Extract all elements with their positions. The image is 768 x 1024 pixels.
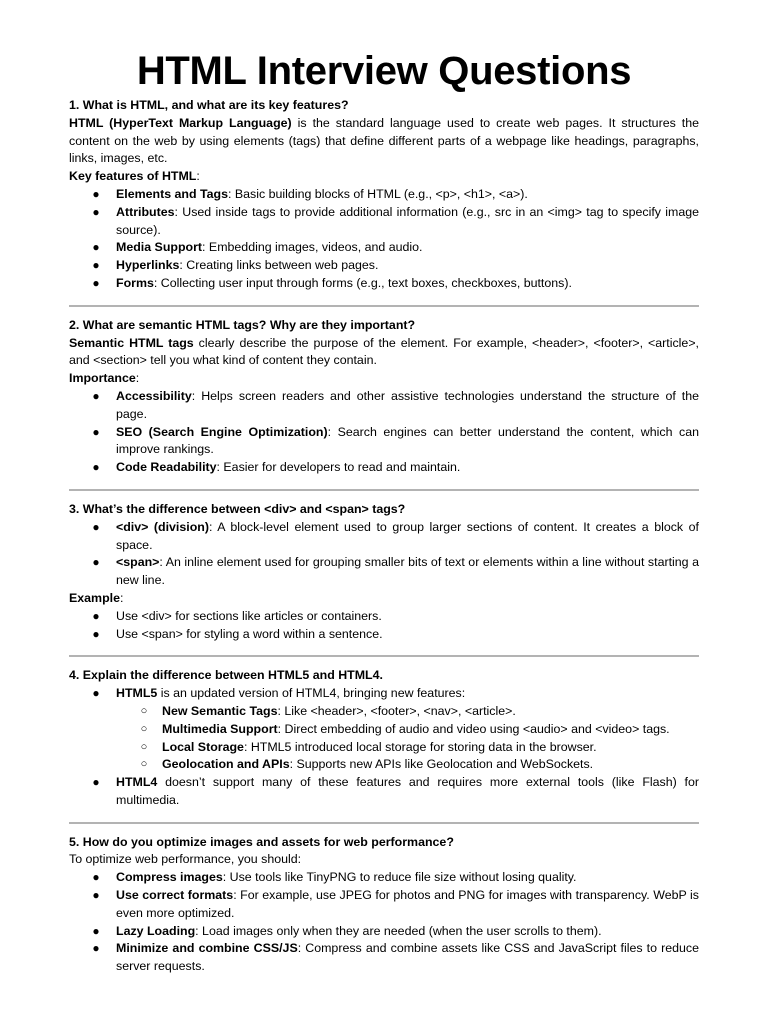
list-item: ● Hyperlinks: Creating links between web pages.	[69, 257, 699, 275]
answer-intro: To optimize web performance, you should:	[69, 852, 302, 867]
bullet-icon: ●	[92, 275, 100, 290]
difference-list	[69, 519, 699, 590]
answer-intro	[69, 115, 699, 168]
sub-list-item: ○ Geolocation and APIs: Supports new APIs like Geolocation and WebSockets.	[69, 756, 699, 774]
bullet-icon: ●	[92, 240, 100, 255]
circle-bullet-icon: ○	[140, 758, 148, 771]
question-3	[69, 501, 699, 643]
question-4	[69, 667, 699, 809]
sub-list-item: ○ Local Storage: HTML5 introduced local storage for storing data in the browser.	[69, 739, 699, 757]
bullet-icon: ●	[92, 258, 100, 273]
question-heading: 3. What’s the difference between <div> and <span> tags?	[69, 501, 406, 516]
question-heading: 4. Explain the difference between HTML5 and HTML4.	[69, 668, 383, 683]
intro-text: is the standard language used to create web pages. It structures the content on the web by using elements (tags) that define different parts of a webpage like headings, paragraphs, links, images, etc.	[69, 115, 699, 166]
importance-label: Importance:	[69, 371, 140, 386]
optimization-list	[69, 869, 699, 976]
list-item: ● SEO (Search Engine Optimization): Search engines can better understand the content, which can improve rankings.	[92, 424, 699, 457]
bullet-icon: ●	[92, 941, 100, 956]
bullet-icon: ●	[92, 204, 100, 219]
list-item: ● <div> (division): A block-level element used to group larger sections of content. It creates a block of space.	[92, 519, 699, 552]
section-divider	[69, 305, 699, 307]
list-item: ● <span>: An inline element used for grouping smaller bits of text or elements within a line without starting a new line.	[92, 555, 699, 588]
bullet-icon: ●	[92, 608, 100, 623]
example-label: Example:	[69, 590, 124, 605]
bullet-icon: ●	[92, 870, 100, 885]
features-list	[69, 186, 699, 293]
section-divider	[69, 655, 699, 657]
bullet-icon: ●	[92, 626, 100, 641]
sub-list-item: ○ Multimedia Support: Direct embedding of audio and video using <audio> and <video> tags.	[69, 721, 699, 739]
example-list	[69, 608, 699, 644]
bullet-icon: ●	[92, 519, 100, 534]
section-divider	[69, 489, 699, 491]
answer-intro	[69, 335, 699, 371]
question-5	[69, 834, 699, 976]
bullet-icon: ●	[92, 775, 100, 790]
list-item: ● Use <span> for styling a word within a sentence.	[69, 626, 699, 644]
list-item: ● Code Readability: Easier for developers to read and maintain.	[69, 459, 699, 477]
sub-list-item: ○ New Semantic Tags: Like <header>, <footer>, <nav>, <article>.	[69, 703, 699, 721]
list-item: ● Lazy Loading: Load images only when they are needed (when the user scrolls to them).	[69, 923, 699, 941]
circle-bullet-icon: ○	[140, 740, 148, 753]
circle-bullet-icon: ○	[140, 704, 148, 717]
question-heading: 2. What are semantic HTML tags? Why are they important?	[69, 317, 416, 332]
list-item: ● Media Support: Embedding images, videos, and audio.	[69, 239, 699, 257]
section-divider	[69, 822, 699, 824]
list-item: ● Attributes: Used inside tags to provide additional information (e.g., src in an <img> tag to specify image source).	[92, 204, 699, 237]
bullet-icon: ●	[92, 923, 100, 938]
bullet-icon: ●	[92, 424, 100, 439]
bullet-icon: ●	[92, 555, 100, 570]
bullet-icon: ●	[92, 186, 100, 201]
bullet-icon: ●	[92, 888, 100, 903]
version-list	[69, 685, 699, 810]
list-item: ● Forms: Collecting user input through forms (e.g., text boxes, checkboxes, buttons).	[69, 275, 699, 293]
intro-text: clearly describe the purpose of the element. For example, <header>, <footer>, <article>, and <section> tell you what kind of content they contain.	[69, 335, 699, 368]
list-item: ● Accessibility: Helps screen readers and other assistive technologies understand the structure of the page.	[92, 388, 699, 421]
circle-bullet-icon: ○	[140, 722, 148, 735]
features-label: Key features of HTML:	[69, 169, 200, 184]
list-item: ● Elements and Tags: Basic building blocks of HTML (e.g., <p>, <h1>, <a>).	[69, 186, 699, 204]
list-item: ● HTML4 doesn’t support many of these features and requires more external tools (like Flash) for multimedia.	[92, 775, 699, 807]
document-body	[69, 97, 699, 976]
question-heading: 1. What is HTML, and what are its key features?	[69, 98, 349, 112]
list-item: ● Compress images: Use tools like TinyPNG to reduce file size without losing quality.	[69, 869, 699, 887]
bullet-icon: ●	[92, 388, 100, 403]
bullet-icon: ●	[92, 686, 100, 701]
importance-list	[69, 388, 699, 477]
list-item: ● Use correct formats: For example, use JPEG for photos and PNG for images with transparency. WebP is even more optimized.	[92, 888, 699, 920]
question-1	[69, 97, 699, 293]
list-item: ● HTML5 is an updated version of HTML4, bringing new features:	[69, 685, 699, 703]
list-item: ● Use <div> for sections like articles or containers.	[69, 608, 699, 626]
question-2	[69, 317, 699, 477]
intro-term: Semantic HTML tags	[69, 335, 194, 350]
question-heading: 5. How do you optimize images and assets for web performance?	[69, 834, 454, 849]
intro-term: HTML (HyperText Markup Language)	[69, 115, 292, 130]
page-title: HTML Interview Questions	[136, 49, 632, 93]
list-item: ● Minimize and combine CSS/JS: Compress and combine assets like CSS and JavaScript files to reduce server requests.	[92, 941, 700, 974]
bullet-icon: ●	[92, 460, 100, 475]
